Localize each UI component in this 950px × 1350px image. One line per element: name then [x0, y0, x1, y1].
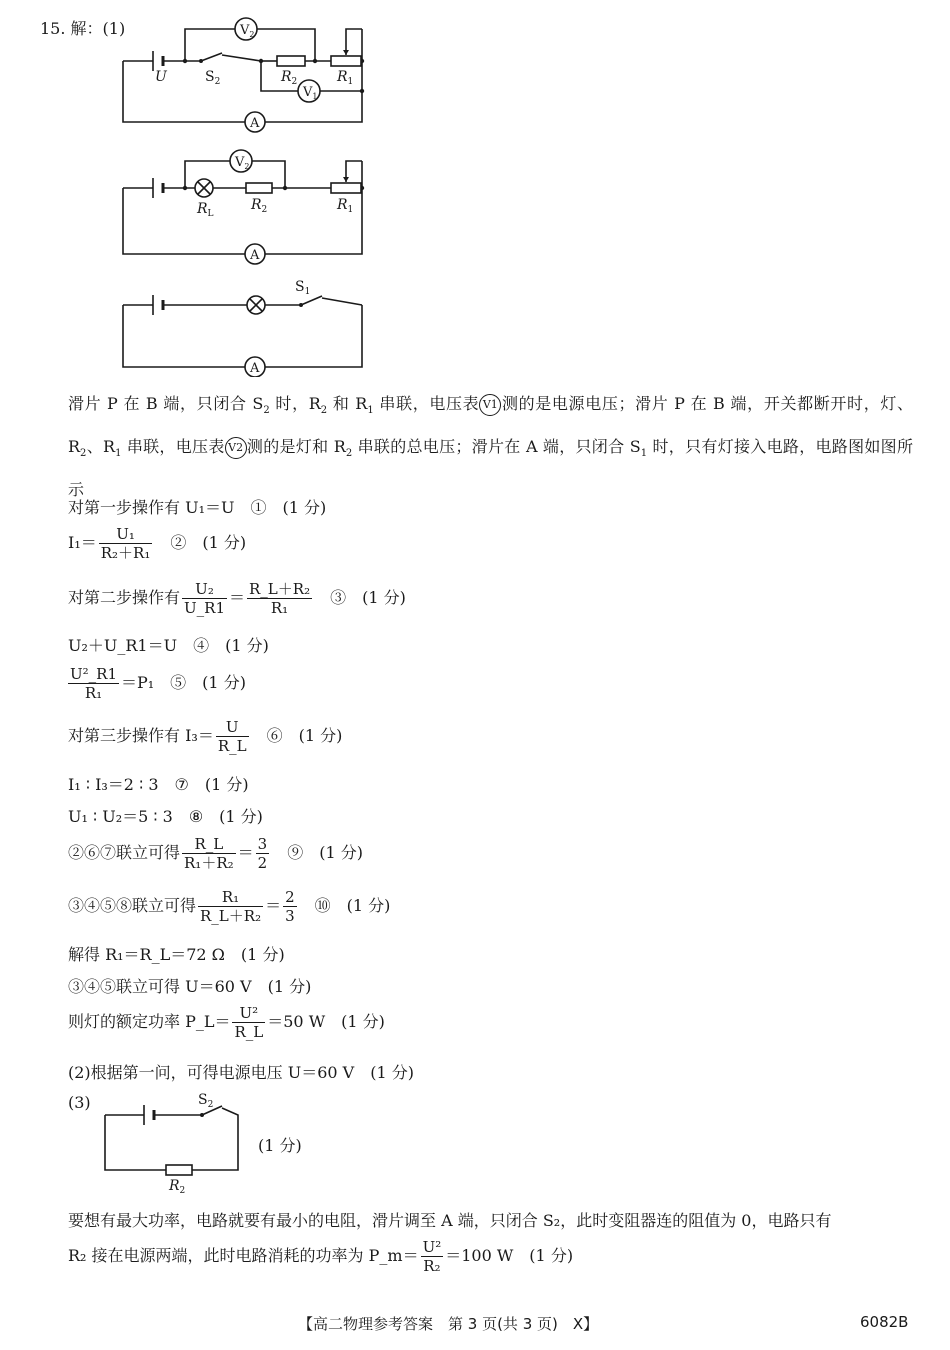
label-r2: $R_2$ [251, 197, 268, 215]
equation-5: $\frac{\text{U²\_R1}}{\text{R₁}}$ ＝P₁ ⑤ (1 分) [70, 665, 246, 702]
rheostat-r1 [331, 183, 361, 193]
lamp-icon [247, 296, 265, 314]
label-r2: $R_2$ [169, 1178, 186, 1195]
equation-10: ③④⑤⑧联立可得 $\frac{\text{R₁}}{\text{R\_L＋R₂}}$ ＝ $\frac{2}{3}$ ⑩ (1 分) [68, 888, 391, 925]
equation-13: 则灯的额定功率 P_L＝ $\frac{\text{U²}}{R\_L}$ ＝50 W (1 分) [68, 1004, 385, 1041]
battery-icon [144, 1105, 154, 1125]
resistor-r2 [166, 1165, 192, 1175]
label-s2: $S_2$ [205, 69, 221, 87]
equation-7: I₁ ∶ I₃＝2 ∶ 3 ⑦ (1 分) [68, 775, 249, 794]
equation-8: U₁ ∶ U₂＝5 ∶ 3 ⑧ (1 分) [68, 807, 263, 826]
equation-3: 对第二步操作有 $\frac{\text{U₂}}{U\_R1}$ ＝ $\frac{\text{R\_L＋R₂}}{\text{R₁}}$ ③ (1 分) [68, 580, 406, 617]
voltmeter-v2 [235, 18, 257, 40]
label-s2: $S_2$ [198, 1092, 214, 1110]
equation-6: 对第三步操作有 I₃＝ $\frac{U}{R\_L}$ ⑥ (1 分) [68, 718, 343, 755]
voltmeter-v1 [298, 80, 320, 102]
equation-4: U₂＋U_R1＝U ④ (1 分) [68, 636, 269, 655]
svg-text:A: A [250, 248, 260, 263]
part-3-label: (3) [68, 1093, 91, 1112]
circuit-wires [123, 298, 362, 367]
label-rl: $R_L$ [197, 201, 214, 219]
battery-icon [153, 51, 163, 71]
voltmeter-v1-inline-icon: V1 [479, 394, 501, 416]
svg-text:V2: $V_2$ [240, 23, 255, 39]
ammeter-a [245, 244, 265, 264]
voltmeter-v2-inline-icon: V2 [225, 437, 247, 459]
part-2-answer: (2)根据第一问，可得电源电压 U＝60 V (1 分) [68, 1063, 414, 1082]
equation-1: 对第一步操作有 U₁＝U ① (1 分) [68, 498, 327, 517]
circuit-diagram-1 [115, 15, 375, 135]
svg-text:A: A [250, 116, 260, 131]
page-code: 6082B [860, 1313, 909, 1331]
label-r1: $R_1$ [337, 197, 354, 215]
circuit-diagram-3 [115, 277, 375, 377]
label-r1: $R_1$ [337, 69, 354, 87]
equation-2: I₁＝ $\frac{\text{U₁}}{\text{R₂＋R₁}}$ ② (1 分) [68, 525, 247, 562]
label-s1: $S_1$ [295, 279, 311, 297]
svg-text:A: A [250, 361, 260, 376]
equation-11: 解得 R₁＝R_L＝72 Ω (1 分) [68, 945, 285, 964]
ammeter-a [245, 112, 265, 132]
circuit-wires [105, 1108, 238, 1170]
lamp-icon [195, 179, 213, 197]
ammeter-a [245, 357, 265, 377]
voltmeter-v2 [230, 150, 252, 172]
circuit-diagram-2 [115, 147, 375, 267]
equation-9: ②⑥⑦联立可得 $\frac{R\_L}{\text{R₁＋R₂}}$ ＝ $\frac{3}{2}$ ⑨ (1 分) [68, 835, 363, 872]
page-footer: 【高二物理参考答案 第 3 页(共 3 页) X】 [298, 1315, 599, 1333]
circuit-wires [123, 161, 362, 254]
rheostat-r1 [331, 56, 361, 66]
circuit-diagram-4 [100, 1090, 250, 1195]
part-3-score: (1 分) [258, 1136, 302, 1155]
label-u: U [155, 69, 167, 85]
equation-12: ③④⑤联立可得 U＝60 V (1 分) [68, 977, 312, 996]
svg-text:V1: $V_1$ [303, 85, 318, 101]
explanation-paragraph: 滑片 P 在 B 端，只闭合 $S_2$ 时，$R_2$ 和 $R_1$ 串联，电压表 V1 测的是电源电压；滑片 P 在 B 端，开关都断开时，灯、$R_2$、$R_1$ 串联，电压表 V2 测的是灯和 $R_2$ 串联的总电压；滑片在 A 端，只闭合 $S_1$ 时，只有灯接入电路，电路图如图所示 [68, 394, 914, 500]
question-number: 15. 解：(1) [40, 19, 126, 38]
battery-icon [153, 295, 163, 315]
final-line-2: R₂ 接在电源两端，此时电路消耗的功率为 P_m＝ $\frac{\text{U²}}{\text{R₂}}$ ＝100 W (1 分) [68, 1238, 574, 1275]
svg-text:V2: $V_2$ [235, 155, 250, 171]
switch-s2-icon [199, 53, 222, 63]
battery-icon [153, 178, 163, 198]
label-r2: $R_2$ [281, 69, 298, 87]
resistor-r2 [277, 56, 305, 66]
switch-s1-icon [299, 296, 322, 307]
resistor-r2 [246, 183, 272, 193]
final-line-1: 要想有最大功率，电路就要有最小的电阻，滑片调至 A 端，只闭合 S₂，此时变阻器连的阻值为 0，电路只有 [68, 1211, 832, 1230]
